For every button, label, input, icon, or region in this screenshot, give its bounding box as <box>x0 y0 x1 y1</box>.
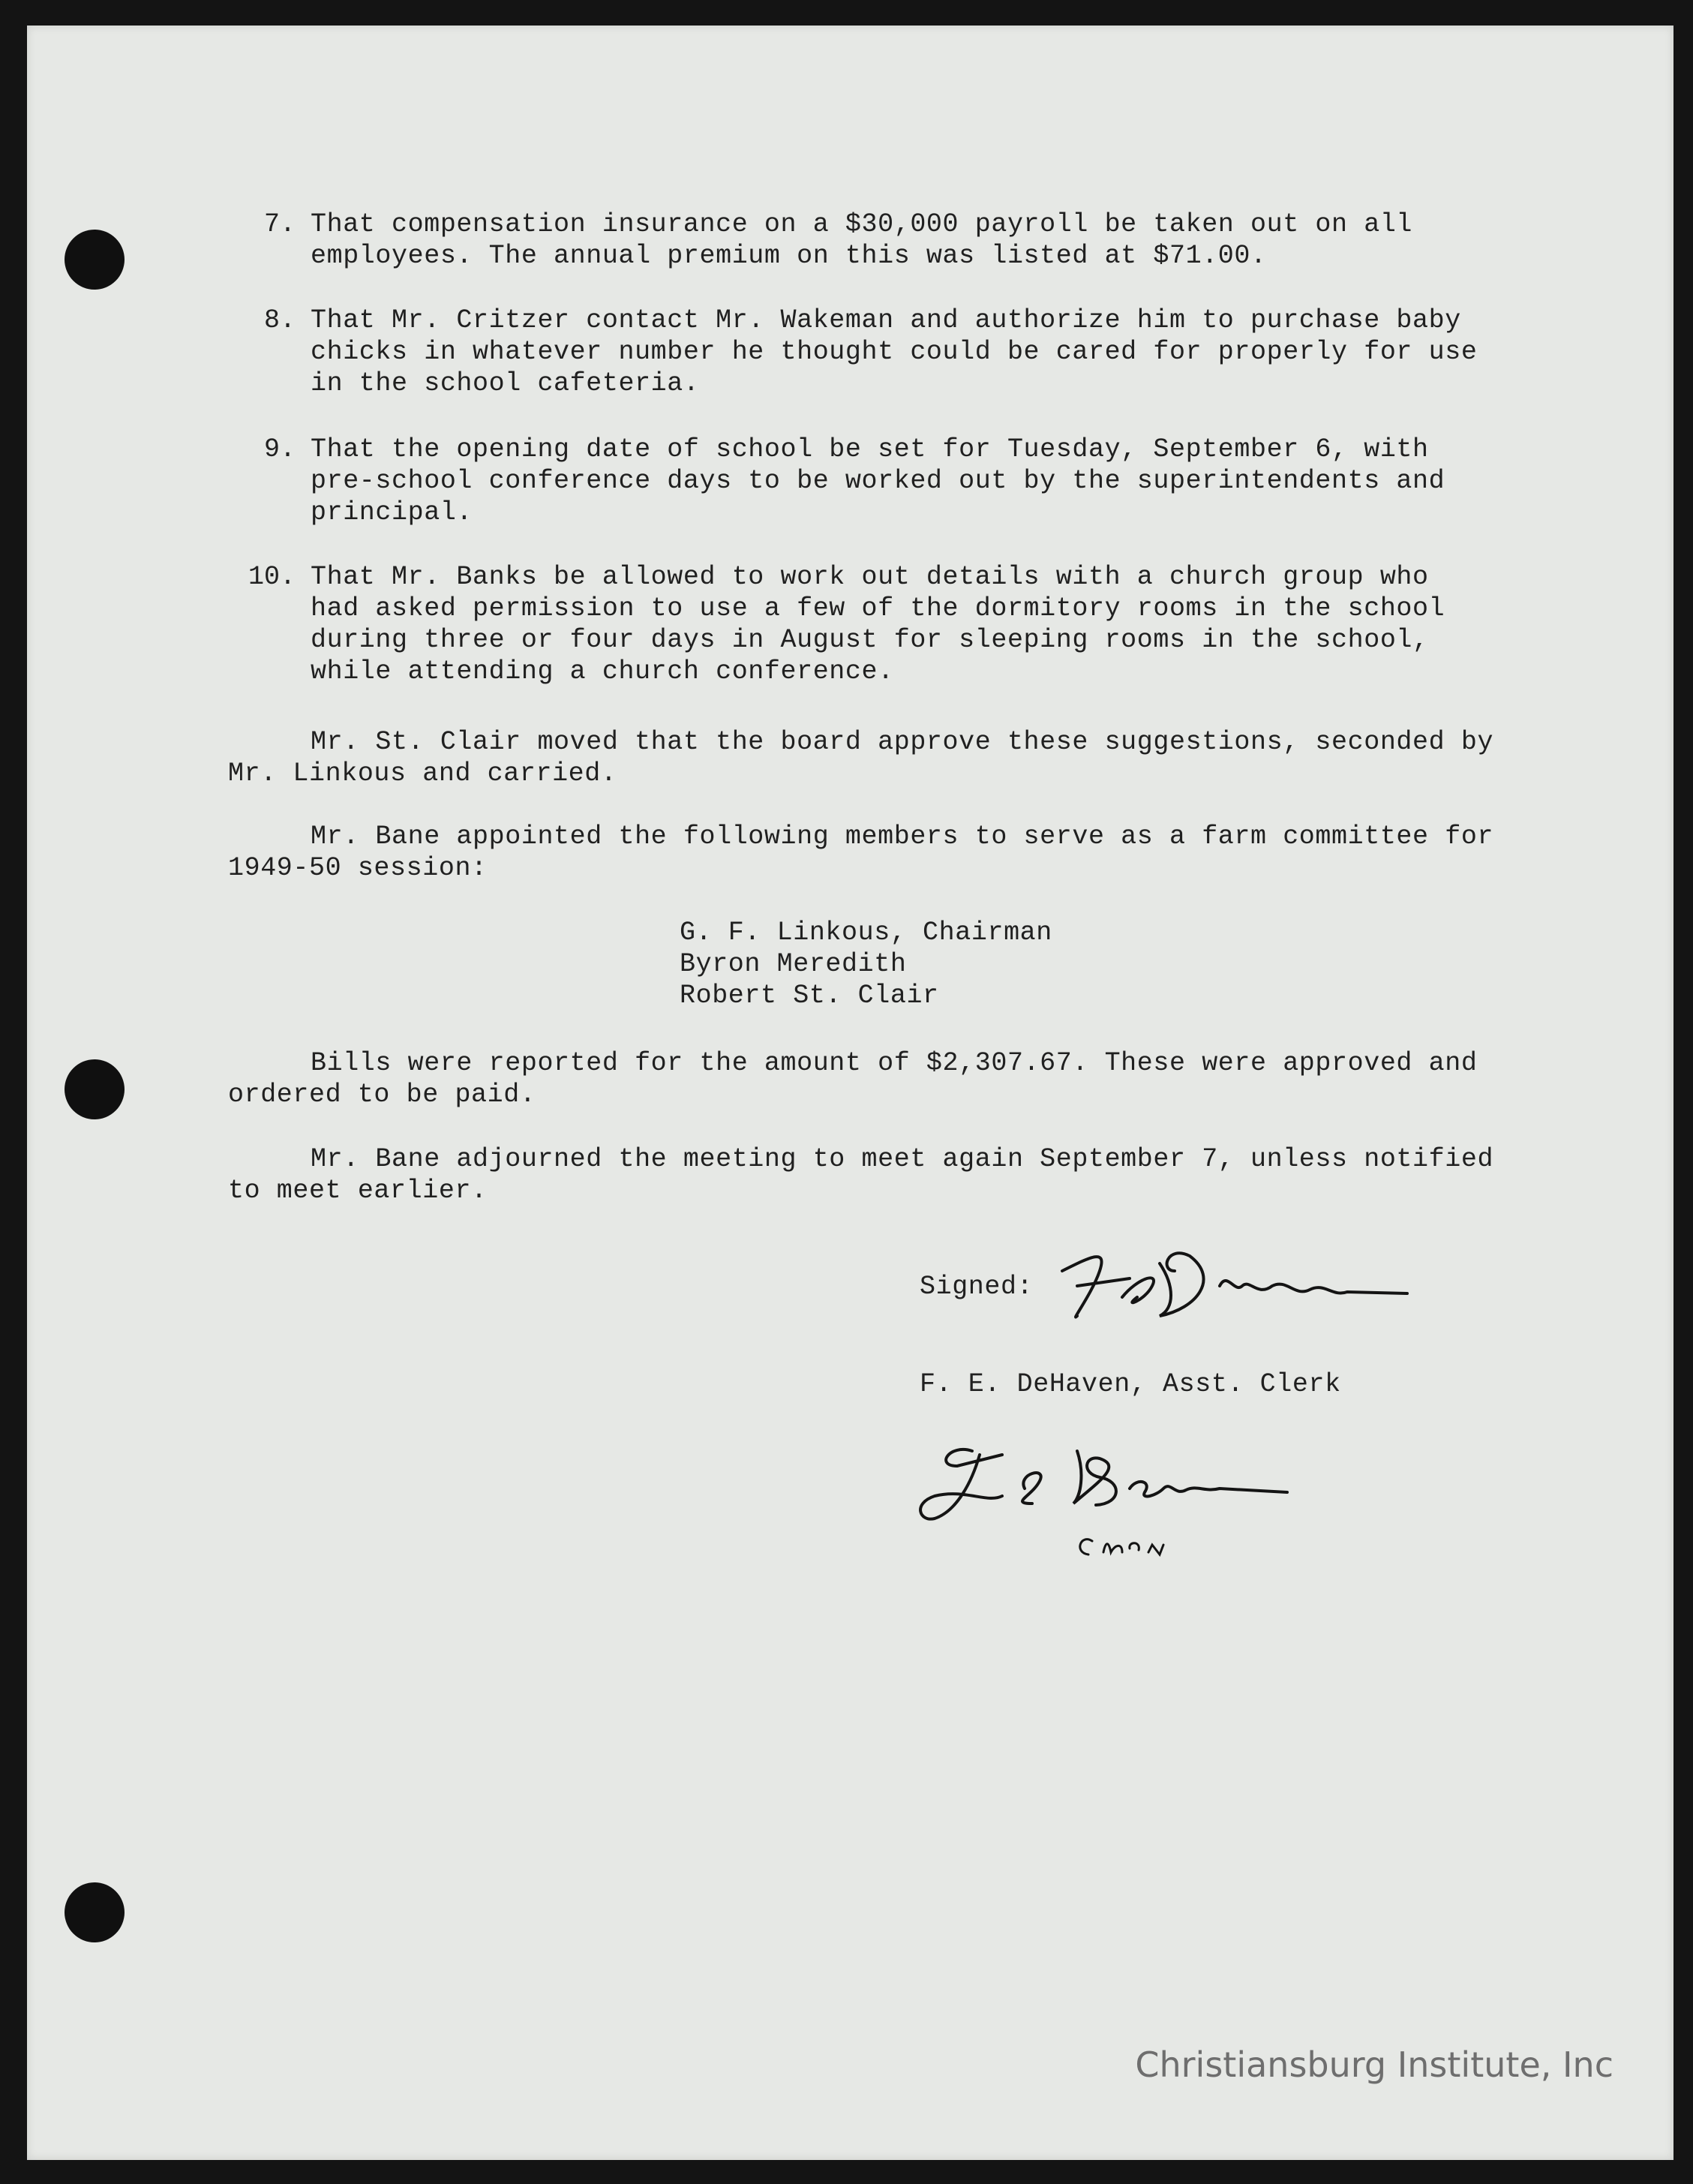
document-page <box>27 26 1673 2160</box>
signed-label: Signed: <box>920 1272 1034 1302</box>
list-item-text: That Mr. Critzer contact Mr. Wakeman and authorize him to purchase baby chicks in whatever number he thought could be cared for properly for use in the school cafeteria. <box>311 305 1478 398</box>
signature-dehaven <box>1047 1226 1437 1338</box>
signature-bane <box>905 1421 1325 1571</box>
list-item-number: 8. <box>263 305 296 335</box>
watermark: Christiansburg Institute, Inc <box>1135 2044 1613 2085</box>
punch-hole <box>65 1059 125 1119</box>
motion-paragraph: Mr. St. Clair moved that the board approve these suggestions, seconded by Mr. Linkous and carried. <box>228 727 1494 789</box>
list-item-number: 9. <box>263 434 296 464</box>
adjourn-paragraph: Mr. Bane adjourned the meeting to meet again September 7, unless notified to meet earlier. <box>228 1144 1494 1206</box>
list-item-text: That compensation insurance on a $30,000 payroll be taken out on all employees. The annual premium on this was listed at $71.00. <box>311 209 1413 271</box>
punch-hole <box>65 1882 125 1942</box>
committee-member: Byron Meredith <box>680 949 907 979</box>
list-item-text: That Mr. Banks be allowed to work out details with a church group who had asked permission to use a few of the dormitory rooms in the school during three or four days in August for sleeping rooms in the school, while attending a church conference. <box>311 562 1445 686</box>
list-item-number: 7. <box>263 209 296 239</box>
punch-hole <box>65 230 125 290</box>
committee-list <box>680 917 1052 1011</box>
committee-member: Robert St. Clair <box>680 981 939 1011</box>
bills-paragraph: Bills were reported for the amount of $2,307.67. These were approved and ordered to be paid. <box>228 1048 1478 1110</box>
committee-intro-paragraph: Mr. Bane appointed the following members to serve as a farm committee for 1949-50 session: <box>228 822 1494 883</box>
dehaven-typed-name: F. E. DeHaven, Asst. Clerk <box>920 1369 1341 1399</box>
list-item-number: 10. <box>248 562 296 592</box>
committee-member: G. F. Linkous, Chairman <box>680 918 1052 948</box>
list-item-text: That the opening date of school be set for Tuesday, September 6, with pre-school conference days to be worked out by the superintendents and principal. <box>311 434 1445 527</box>
